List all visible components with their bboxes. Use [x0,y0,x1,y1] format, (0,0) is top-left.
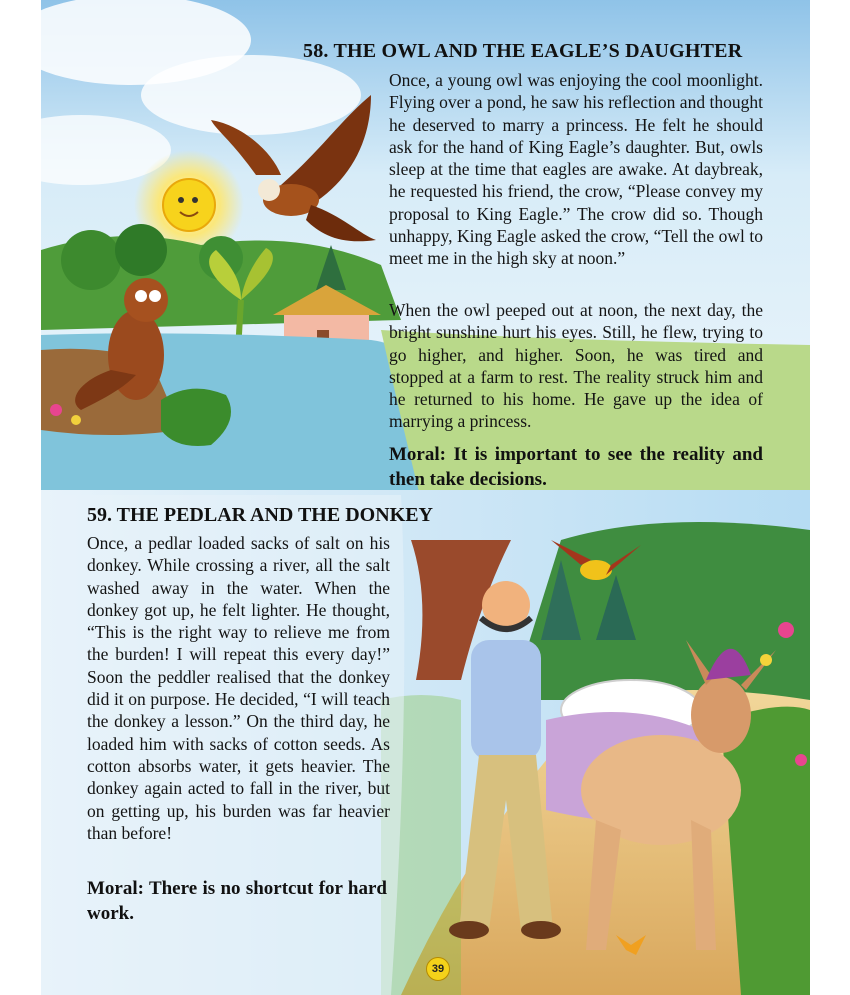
owl-eye [135,290,147,302]
sun [163,179,215,231]
bird-head [258,179,280,201]
donkey-head [691,677,751,753]
pedlar-shirt [471,640,541,760]
story-58-moral: Moral: It is important to see the reality and then take decisions. [389,444,763,490]
pedlar-shoe [449,921,489,939]
tree [115,224,167,276]
book-page [41,0,810,995]
story-58-paragraph-1: Once, a young owl was enjoying the cool moonlight. Flying over a pond, he saw his reflection and thought he deserved to marry a princess. He felt he should ask for the hand of King Eagle’s daughter. But, owls sleep at the time that eagles are awake. At daybreak, he requested his friend, the crow, “Please convey my proposal to King Eagle.” The crow did so. Though unhappy, King Eagle asked the crow, “Tell the owl to meet me in the high sky at noon.” [389,70,763,269]
sun-eye [178,197,184,203]
story-59-paragraph-1: Once, a pedlar loaded sacks of salt on his donkey. While crossing a river, all the salt washed away in the water. When the donkey got up, he felt lighter. He thought, “This is the right way to relieve me from the burden! I will repeat this every day!” Soon the peddler realised that the donkey did it on purpose. He decided, “I will teach the donkey a lesson.” On the third day, he loaded him with sacks of cotton seeds. As cotton absorbs water, it gets heavier. The donkey again acted to fall in the river, but on getting up, his burden was far heavier than before! [87,533,390,843]
story-59-moral: Moral: There is no shortcut for hard work. [87,878,387,924]
page-number-badge: 39 [426,957,450,981]
flower [71,415,81,425]
story-58-paragraph-2: When the owl peeped out at noon, the next day, the bright sunshine hurt his eyes. Still, he flew, trying to go higher, and higher. Soon, he was tired and stopped at a farm to rest. The reality struck him and he returned to his home. He gave up the idea of marrying a princess. [389,300,763,432]
story-58-title: 58. THE OWL AND THE EAGLE’S DAUGHTER [303,40,743,62]
cloud [141,55,361,135]
flower [760,654,772,666]
sun-eye [192,197,198,203]
story-59-title: 59. THE PEDLAR AND THE DONKEY [87,504,433,526]
flower [50,404,62,416]
flower [795,754,807,766]
flower [778,622,794,638]
pedlar-shoe [521,921,561,939]
owl-head [124,278,168,322]
owl-eye [149,290,161,302]
tree [61,230,121,290]
